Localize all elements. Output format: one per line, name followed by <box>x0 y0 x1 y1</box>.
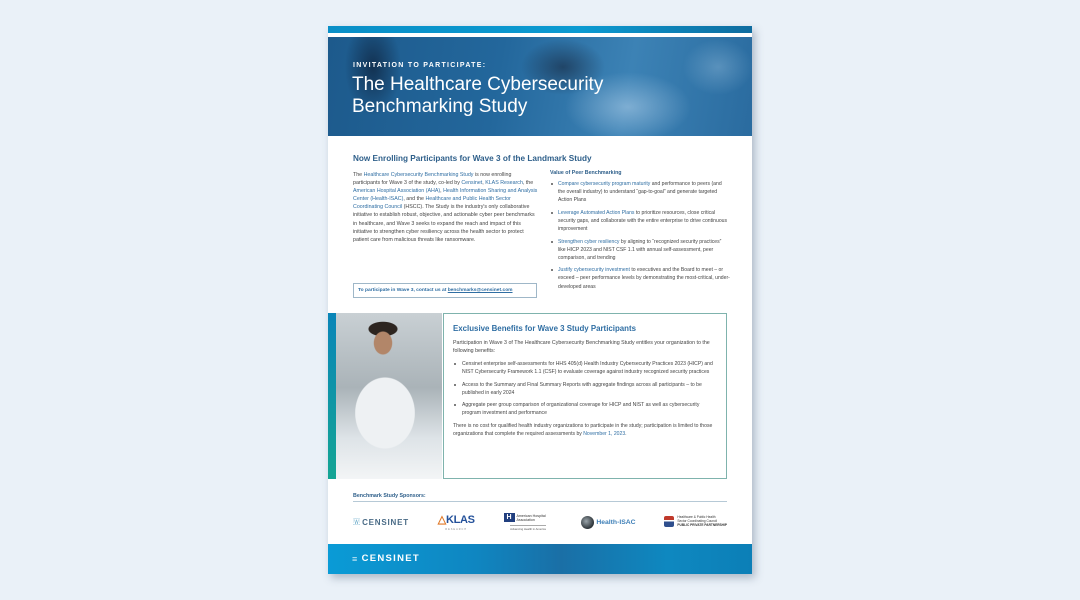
list-item <box>550 266 730 290</box>
section-title-enrolling: Now Enrolling Participants for Wave 3 of the Landmark Study <box>353 154 592 163</box>
doctor-photo <box>328 313 442 479</box>
intro-text: , <box>482 180 486 187</box>
hscc-line: PUBLIC PRIVATE PARTNERSHIP <box>677 522 727 527</box>
footer-censinet-logo <box>352 553 420 564</box>
value-list <box>550 180 730 291</box>
footer-brand: CENSINET <box>361 553 420 564</box>
benefits-note <box>453 422 716 438</box>
sponsor-aha-logo <box>504 513 553 531</box>
value-text: by aligning to “recognized security practices” like HICP 2023 and NIST CSF 1.1 with annual self-assessment, peer comparison, and trending <box>558 238 722 261</box>
hscc-emblem-icon <box>664 516 674 527</box>
page-title: The Healthcare Cybersecurity Benchmarking Study <box>352 74 604 117</box>
list-item <box>550 209 730 233</box>
link-hscc[interactable]: Healthcare and Public Health Sector Coordinating Council <box>353 196 511 211</box>
aha-tagline: Advancing Health in America <box>510 527 546 531</box>
value-link[interactable]: Strengthen cyber resiliency <box>558 238 620 245</box>
sponsor-health-isac-logo <box>581 516 635 529</box>
value-text: to executives and the Board to meet – or exceed – peer performance levels by demonstrating the most-critical, under-developed areas <box>558 267 730 290</box>
aha-top <box>504 513 553 522</box>
value-text: to prioritize resources, close critical security gaps, and collaborate with the entire enterprise to drive continuous improvement <box>558 209 728 232</box>
value-link[interactable]: Compare cybersecurity program maturity <box>558 181 651 187</box>
globe-icon <box>581 516 594 529</box>
contact-text: To participate in Wave 3, contact us at <box>358 288 448 293</box>
sponsors-label: Benchmark Study Sponsors: <box>353 493 426 499</box>
note-text: . <box>625 430 627 437</box>
aha-flag-icon: H <box>504 513 515 522</box>
link-censinet[interactable]: Censinet <box>461 180 483 187</box>
link-study[interactable]: Healthcare Cybersecurity Benchmarking Study <box>363 172 474 178</box>
contact-email-link[interactable]: benchmarks@censinet.com <box>447 288 513 293</box>
klas-subtitle: RESEARCH <box>445 528 468 531</box>
top-accent-stripe <box>328 26 752 33</box>
hscc-text <box>677 516 727 527</box>
intro-text: , the <box>522 180 534 187</box>
sponsor-hscc-logo <box>664 516 727 527</box>
censinet-wordmark: CENSINET <box>362 517 409 527</box>
value-title: Value of Peer Benchmarking <box>550 170 622 176</box>
photo-accent-stripe <box>328 313 336 479</box>
aha-name: American Hospital Association <box>516 513 546 522</box>
sponsor-censinet-logo <box>353 517 409 527</box>
sponsor-logos <box>353 510 727 534</box>
document-page <box>328 26 752 574</box>
hscc-line: Healthcare & Public Health <box>677 515 716 520</box>
list-item: Censinet enterprise self-assessments for HHS 405(d) Health Industry Cybersecurity Practices 2023 (HICP) and NIST Cybersecurity Framework 1.1 (CSF) to evaluate coverage against industry recognized security practices <box>453 360 716 376</box>
intro-paragraph <box>353 171 539 244</box>
contact-callout <box>353 283 537 298</box>
footer-bar <box>328 544 752 574</box>
klas-wordmark <box>438 513 475 526</box>
link-klas[interactable]: KLAS Research <box>485 180 523 187</box>
censinet-mark-icon: 🇼︎ <box>353 517 361 526</box>
benefits-box <box>443 313 727 479</box>
value-text: and performance to peers (and the overall industry) to understand “gap-to-goal” and generate targeted Action Plans <box>558 181 722 204</box>
value-link[interactable]: Justify cybersecurity investment <box>558 267 630 274</box>
benefits-title: Exclusive Benefits for Wave 3 Study Participants <box>453 324 637 333</box>
intro-text: The <box>353 172 364 178</box>
list-item <box>550 180 730 204</box>
hero-kicker: INVITATION TO PARTICIPATE: <box>353 62 487 69</box>
deadline-date: November 1, 2023 <box>583 430 626 437</box>
link-health-isac[interactable]: Health Information Sharing and Analysis Center (Health-ISAC) <box>353 188 538 203</box>
list-item: Access to the Summary and Final Summary Reports with aggregate findings across all participants – to be published in early 2024 <box>453 381 716 397</box>
intro-text: is now enrolling participants for Wave 3 of the study, co-led by <box>353 172 512 187</box>
divider <box>353 501 727 502</box>
benefit-list <box>453 360 716 417</box>
hscc-line: Sector Coordinating Council <box>677 519 718 524</box>
klas-text: KLAS <box>445 514 475 526</box>
list-item: Aggregate peer group comparison of organizational coverage for HICP and NIST as well as cybersecurity program investment and performance <box>453 401 716 417</box>
link-aha[interactable]: American Hospital Association (AHA) <box>353 188 441 195</box>
hero-banner <box>328 37 752 136</box>
health-isac-wordmark: Health-ISAC <box>596 518 636 526</box>
intro-text: , <box>440 188 444 195</box>
value-link[interactable]: Leverage Automated Action Plans <box>558 209 635 216</box>
value-of-peer-benchmarking <box>550 170 730 295</box>
sponsor-klas-logo <box>438 513 475 531</box>
list-item <box>550 238 730 262</box>
benefits-intro: Participation in Wave 3 of The Healthcare Cybersecurity Benchmarking Study entitles your organization to the following benefits: <box>453 340 710 354</box>
intro-text: (HSCC). The Study is the industry's only collaborative initiative to establish robust, objective, and actionable cyber peer benchmarks in healthcare, and Wave 3 seeks to expand the reach and impact of this initiative to strengthen cyber resiliency across the health sector to protect patient care from malicious threats like ransomware. <box>353 204 535 243</box>
klas-caret-icon: △ <box>437 514 446 526</box>
intro-text: , and the <box>403 196 426 203</box>
note-text: There is no cost for qualified health industry organizations to participate in the study; participation is limited to those organizations that complete the required assessments by <box>453 422 713 437</box>
censinet-mark-icon: ≡ <box>352 553 359 564</box>
